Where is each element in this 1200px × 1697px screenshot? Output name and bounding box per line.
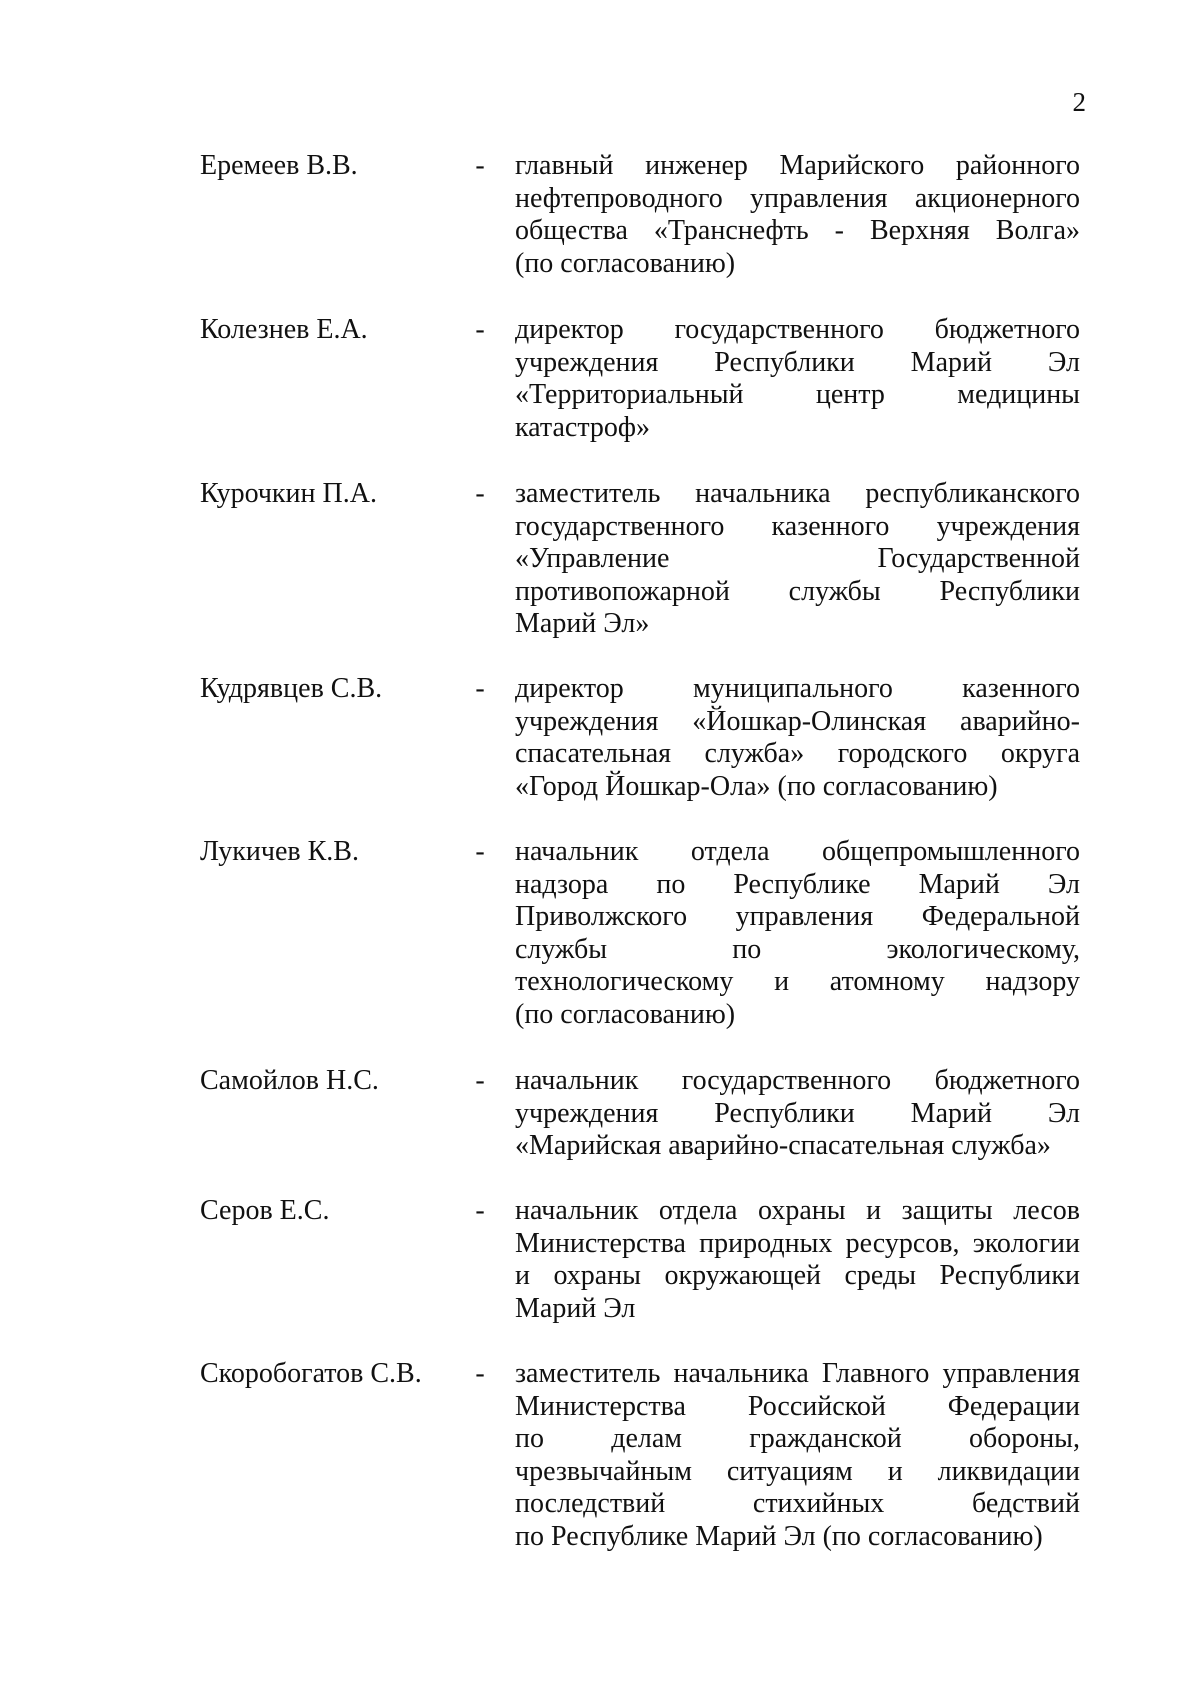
member-dash: -: [475, 1065, 485, 1096]
position-line: «Марийская аварийно-спасательная служба»: [515, 1130, 1051, 1161]
position-line: «Управление Государственной: [515, 543, 1080, 574]
position-line: начальник отдела охраны и защиты лесов: [515, 1195, 1080, 1226]
member-position: [515, 1358, 1080, 1553]
page-number: 2: [1072, 87, 1086, 117]
position-line: государственного казенного учреждения: [515, 510, 1080, 542]
position-line: надзора по Республике Марий Эл: [515, 868, 1080, 900]
member-entry: [200, 150, 1080, 330]
member-entry: [200, 1195, 1080, 1375]
position-line: и охраны окружающей среды Республики: [515, 1260, 1080, 1291]
member-dash: -: [475, 150, 485, 181]
member-entry: [200, 673, 1080, 853]
position-line: «Территориальный центр медицины: [515, 379, 1080, 410]
position-line: учреждения Республики Марий Эл: [515, 1097, 1080, 1129]
position-line: директор муниципального казенного: [515, 673, 1080, 704]
member-name: Колезнев Е.А.: [200, 314, 368, 345]
member-dash: -: [475, 478, 485, 509]
member-dash: -: [475, 314, 485, 345]
position-line: директор государственного бюджетного: [515, 314, 1080, 345]
position-line: Марий Эл»: [515, 608, 650, 639]
position-line: учреждения «Йошкар-Олинская аварийно-: [515, 705, 1080, 737]
member-position: [515, 150, 1080, 280]
position-line: (по согласованию): [515, 998, 736, 1030]
member-name: Самойлов Н.С.: [200, 1065, 379, 1096]
member-name: Лукичев К.В.: [200, 836, 359, 867]
position-line: последствий стихийных бедствий: [515, 1488, 1080, 1519]
member-name: Серов Е.С.: [200, 1195, 330, 1226]
position-line: чрезвычайным ситуациям и ликвидации: [515, 1455, 1080, 1487]
member-dash: -: [475, 1358, 485, 1389]
position-line: (по согласованию): [515, 247, 736, 279]
position-line: нефтепроводного управления акционерного: [515, 182, 1080, 214]
position-line: Марий Эл: [515, 1292, 636, 1324]
position-line: технологическому и атомному надзору: [515, 966, 1080, 997]
member-name: Скоробогатов С.В.: [200, 1358, 422, 1389]
member-name: Курочкин П.А.: [200, 478, 377, 509]
member-dash: -: [475, 1195, 485, 1226]
position-line: главный инженер Марийского районного: [515, 150, 1080, 181]
member-position: [515, 673, 1080, 803]
position-line: по делам гражданской обороны,: [515, 1423, 1080, 1454]
position-line: Приволжского управления Федеральной: [515, 901, 1080, 932]
position-line: службы по экологическому,: [515, 933, 1080, 965]
position-line: противопожарной службы Республики: [515, 575, 1080, 607]
member-position: [515, 478, 1080, 641]
position-line: общества «Транснефть - Верхняя Волга»: [515, 215, 1080, 246]
position-line: Министерства природных ресурсов, экологии: [515, 1227, 1080, 1259]
member-dash: -: [475, 673, 485, 704]
position-line: заместитель начальника Главного управления: [515, 1358, 1080, 1389]
member-entry: [200, 1358, 1080, 1552]
position-line: Министерства Российской Федерации: [515, 1390, 1080, 1422]
member-entry: [200, 478, 1080, 658]
member-name: Кудрявцев С.В.: [200, 673, 383, 704]
member-position: [515, 1195, 1080, 1325]
member-position: [515, 1065, 1080, 1163]
position-line: «Город Йошкар-Ола» (по согласованию): [515, 770, 998, 802]
member-name: Еремеев В.В.: [200, 150, 358, 181]
position-line: учреждения Республики Марий Эл: [515, 346, 1080, 378]
member-position: [515, 836, 1080, 1031]
position-line: заместитель начальника республиканского: [515, 478, 1080, 509]
position-line: спасательная служба» городского округа: [515, 738, 1080, 769]
position-line: катастроф»: [515, 411, 651, 443]
member-entry: [200, 836, 1080, 1030]
position-line: начальник отдела общепромышленного: [515, 836, 1080, 867]
position-line: по Республике Марий Эл (по согласованию): [515, 1520, 1043, 1552]
position-line: начальник государственного бюджетного: [515, 1065, 1080, 1096]
member-entry: [200, 314, 1080, 494]
member-position: [515, 314, 1080, 444]
member-dash: -: [475, 836, 485, 867]
